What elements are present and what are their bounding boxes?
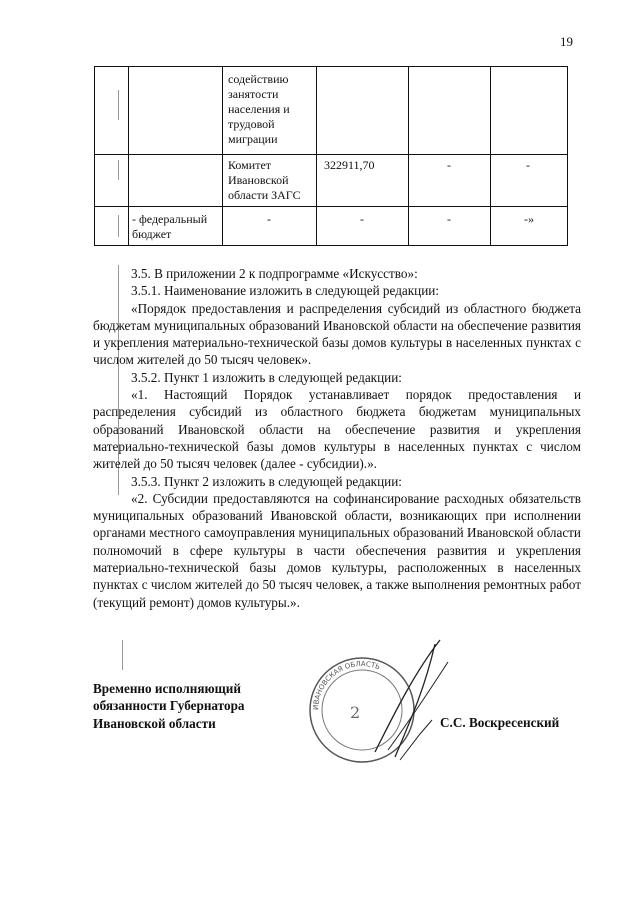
stamp-seal-icon [300, 632, 450, 772]
row3-col5: - [447, 212, 451, 226]
paragraph-item-2-text: «2. Субсидии предоставляются на софинансирование расходных обязательств муниципальных образований Ивановской области, возникающих при исполнении органами местного самоуправления муниципальных образований Ивановской области полномочий в сфере культуры в части обеспечения развития и укрепления материально-технической базы домов культуры, расположенных в населенных пунктах с числом жителей до 50 тысяч человек, а также выполнения ремонтных работ (текущий ремонт) домов культуры.». [93, 490, 581, 610]
row2-col6: - [526, 158, 530, 172]
stamp-number: 2 [350, 703, 361, 722]
paragraph-3-5-1: 3.5.1. Наименование изложить в следующей редакции: [131, 283, 440, 299]
signatory-title-line2: обязанности Губернатора [93, 698, 245, 714]
signatory-name: С.С. Воскресенский [440, 715, 560, 730]
row2-col5: - [447, 158, 451, 172]
paragraph-name-text: «Порядок предоставления и распределения субсидий из областного бюджета бюджетам муниципальных образований Ивановской области на обеспечение развития и укрепления материально-технической базы домов культуры в населенных пунктах с числом жителей до 50 тысяч человек». [93, 300, 581, 368]
page-number: 19 [560, 34, 573, 49]
paragraph-item-1-text: «1. Настоящий Порядок устанавливает порядок предоставления и распределения субсидий из областного бюджета бюджетам муниципальных образований Ивановской области на обеспечение развития и укрепления материально-технической базы домов культуры в населенных пунктах с числом жителей до 50 тысяч человек (далее - субсидии).». [93, 387, 581, 472]
signatory-title-line3: Ивановской области [93, 715, 216, 731]
official-stamp [300, 632, 450, 777]
paragraph-3-5: 3.5. В приложении 2 к подпрограмме «Искусство»: [131, 266, 418, 281]
row3-col3: - [267, 212, 271, 226]
signatory-title [93, 680, 245, 732]
stamp-text: ИВАНОВСКАЯ ОБЛАСТЬ [311, 659, 382, 711]
budget-table [94, 66, 568, 246]
row3-col4: - [360, 212, 364, 226]
row3-label: - федеральный бюджет [132, 212, 208, 241]
document-body [93, 265, 581, 611]
row2-amount: 322911,70 [324, 158, 375, 172]
signatory-title-line1: Временно исполняющий [93, 681, 241, 696]
paragraph-3-5-3: 3.5.3. Пункт 2 изложить в следующей редакции: [131, 473, 402, 489]
row3-col6: -» [524, 212, 534, 226]
row2-description: Комитет Ивановской области ЗАГС [228, 158, 301, 202]
row1-description: содействию занятости населения и трудовой миграции [228, 72, 290, 146]
paragraph-3-5-2: 3.5.2. Пункт 1 изложить в следующей редакции: [131, 369, 402, 385]
